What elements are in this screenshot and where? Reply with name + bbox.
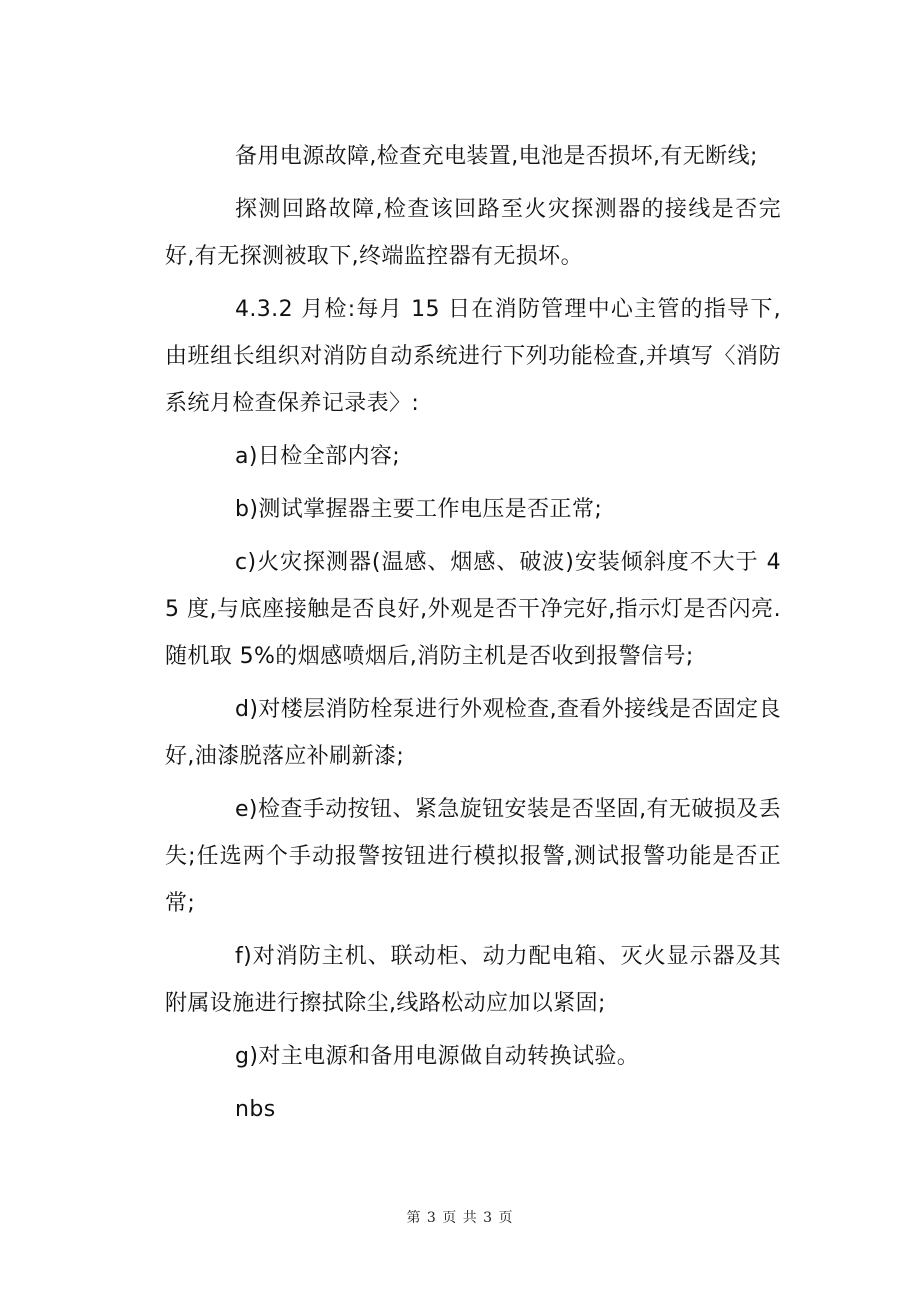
page-number-footer: 第 3 页 共 3 页 xyxy=(406,1210,514,1226)
paragraph-item-g: g)对主电源和备用电源做自动转换试验。 xyxy=(235,1044,640,1069)
paragraph-item-b: b)测试掌握器主要工作电压是否正常; xyxy=(235,497,603,522)
paragraph-trailing-fragment: nbs xyxy=(235,1097,276,1122)
paragraph-backup-power-fault: 备用电源故障,检查充电装置,电池是否损坏,有无断线; xyxy=(235,144,758,169)
paragraph-detection-loop-fault: 探测回路故障,检查该回路至火灾探测器的接线是否完好,有无探测被取下,终端监控器有无损坏。 xyxy=(165,197,781,269)
paragraph-item-d: d)对楼层消防栓泵进行外观检查,查看外接线是否固定良好,油漆脱落应补刷新漆; xyxy=(165,697,781,769)
paragraph-item-c: c)火灾探测器(温感、烟感、破波)安装倾斜度不大于 45 度,与底座接触是否良好,外观是否干净完好,指示灯是否闪亮.随机取 5%的烟感喷烟后,消防主机是否收到报警信号; xyxy=(165,550,781,669)
paragraph-item-e: e)检查手动按钮、紧急旋钮安装是否坚固,有无破损及丢失;任选两个手动报警按钮进行模拟报警,测试报警功能是否正常; xyxy=(165,797,781,916)
paragraph-monthly-inspection: 4.3.2 月检:每月 15 日在消防管理中心主管的指导下,由班组长组织对消防自动系统进行下列功能检查,并填写〈消防系统月检查保养记录表〉: xyxy=(165,297,781,416)
paragraph-item-a: a)日检全部内容; xyxy=(235,444,401,469)
document-body xyxy=(165,133,781,1139)
paragraph-item-f: f)对消防主机、联动柜、动力配电箱、灭火显示器及其附属设施进行擦拭除尘,线路松动应加以紧固; xyxy=(165,944,781,1016)
